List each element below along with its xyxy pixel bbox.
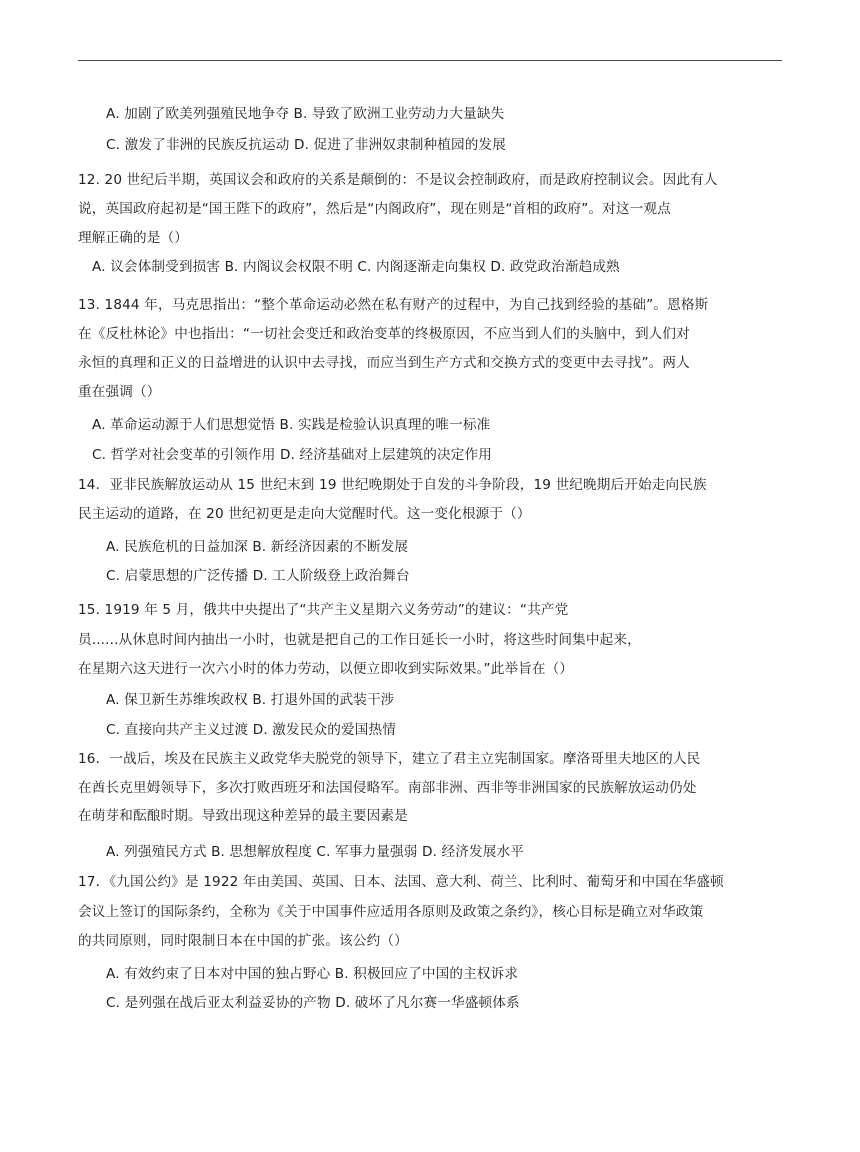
q14-stem-line-2: 民主运动的道路，在 20 世纪初更是走向大觉醒时代。这一变化根源于（） [78,506,531,522]
q15-options-line-1: A. 保卫新生苏维埃政权 B. 打退外国的武装干涉 [106,692,395,708]
q13-stem-line-4: 重在强调（） [78,384,161,400]
q17-options-line-1: A. 有效约束了日本对中国的独占野心 B. 积极回应了中国的主权诉求 [106,966,519,982]
q16-stem-line-2: 在酋长克里姆领导下，多次打败西班牙和法国侵略军。南部非洲、西非等非洲国家的民族解放运动仍处 [78,780,697,796]
q15-stem-line-2: 员......从休息时间内抽出一小时，也就是把自己的工作日延长一小时，将这些时间集中起来， [78,632,641,648]
q12-options-line-1: A. 议会体制受到损害 B. 内阁议会权限不明 C. 内阁逐渐走向集权 D. 政党政治渐趋成熟 [92,259,620,275]
header-rule [78,60,782,61]
q15-stem-line-1: 15. 1919 年 5 月，俄共中央提出了“共产主义星期六义务劳动”的建议：“共产党 [78,602,569,618]
q17-options-line-2: C. 是列强在战后亚太利益妥协的产物 D. 破坏了凡尔赛一华盛顿体系 [106,995,520,1011]
q15-options-line-2: C. 直接向共产主义过渡 D. 激发民众的爱国热情 [106,722,397,738]
q16-stem-line-3: 在萌芽和酝酿时期。导致出现这种差异的最主要因素是 [78,808,408,824]
q13-stem-line-2: 在《反杜林论》中也指出：“一切社会变迁和政治变革的终极原因，不应当到人们的头脑中，到人们对 [78,326,690,342]
q13-stem-line-1: 13. 1844 年，马克思指出：“整个革命运动必然在私有财产的过程中，为自己找到经验的基础”。恩格斯 [78,297,709,313]
q16-stem-line-1: 16．一战后，埃及在民族主义政党华夫脱党的领导下，建立了君主立宪制国家。摩洛哥里夫地区的人民 [78,751,701,767]
q11-options-line-1: A. 加剧了欧美列强殖民地争夺 B. 导致了欧洲工业劳动力大量缺失 [106,106,505,122]
q16-options-line-1: A. 列强殖民方式 B. 思想解放程度 C. 军事力量强弱 D. 经济发展水平 [106,844,524,860]
q13-options-line-1: A. 革命运动源于人们思想觉悟 B. 实践是检验认识真理的唯一标准 [92,417,491,433]
q17-stem-line-3: 的共同原则，同时限制日本在中国的扩张。该公约（） [78,933,408,949]
q14-options-line-2: C. 启蒙思想的广泛传播 D. 工人阶级登上政治舞台 [106,568,410,584]
q17-stem-line-2: 会议上签订的国际条约，全称为《关于中国事件应适用各原则及政策之条约》，核心目标是确立对华政策 [78,904,704,920]
q13-options-line-2: C. 哲学对社会变革的引领作用 D. 经济基础对上层建筑的决定作用 [92,447,492,463]
q15-stem-line-3: 在星期六这天进行一次六小时的体力劳动，以便立即收到实际效果。”此举旨在（） [78,661,574,677]
q14-options-line-1: A. 民族危机的日益加深 B. 新经济因素的不断发展 [106,539,409,555]
q11-options-line-2: C. 激发了非洲的民族反抗运动 D. 促进了非洲奴隶制种植园的发展 [106,137,506,153]
q13-stem-line-3: 永恒的真理和正义的日益增进的认识中去寻找，而应当到生产方式和交换方式的变更中去寻找”。两人 [78,355,690,371]
q12-stem-line-3: 理解正确的是（） [78,230,188,246]
q12-stem-line-2: 说，英国政府起初是“国王陛下的政府”，然后是“内阁政府”，现在则是“首相的政府”。对这一观点 [78,201,671,217]
q14-stem-line-1: 14．亚非民族解放运动从 15 世纪末到 19 世纪晚期处于自发的斗争阶段，19 世纪晚期后开始走向民族 [78,477,707,493]
q12-stem-line-1: 12. 20 世纪后半期，英国议会和政府的关系是颠倒的：不是议会控制政府，而是政府控制议会。因此有人 [78,172,718,188]
q17-stem-line-1: 17．《九国公约》是 1922 年由美国、英国、日本、法国、意大利、荷兰、比利时、葡萄牙和中国在华盛顿 [78,874,724,890]
